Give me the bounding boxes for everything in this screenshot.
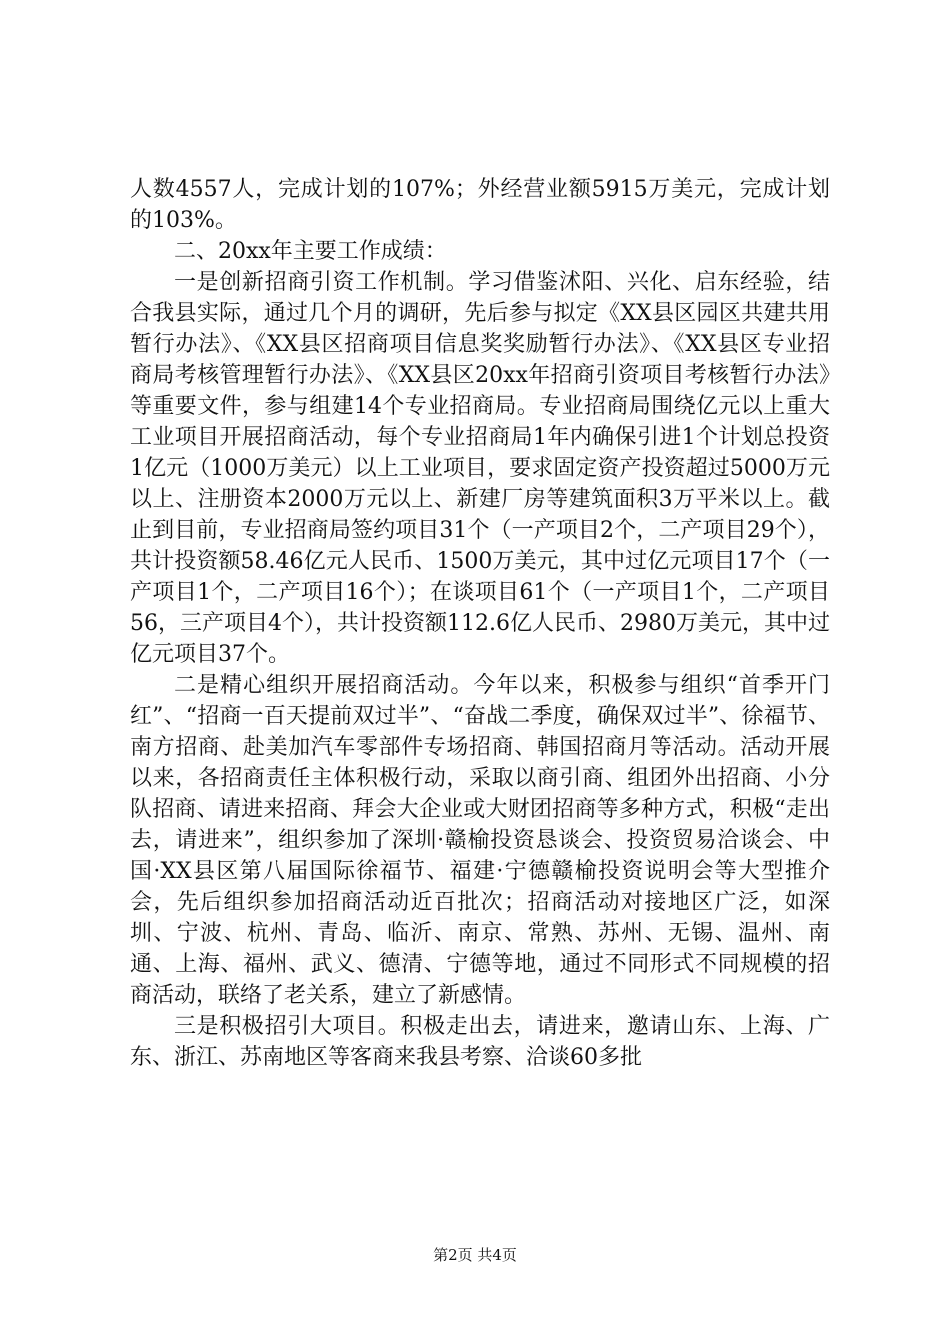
paragraph-mechanism: 一是创新招商引资工作机制。学习借鉴沭阳、兴化、启东经验，结合我县实际，通过几个月的调研，先后参与拟定《XX县区园区共建共用暂行办法》、《XX县区招商项目信息奖奖励暂行办法》、《XX县区专业招商局考核管理暂行办法》、《XX县区20xx年招商引资项目考核暂行办法》等重要文件，参与组建14个专业招商局。专业招商局围绕亿元以上重大工业项目开展招商活动，每个专业招商局1年内确保引进1个计划总投资1亿元（1000万美元）以上工业项目，要求固定资产投资超过5000万元以上、注册资本2000万元以上、新建厂房等建筑面积3万平米以上。截止到目前，专业招商局签约项目31个（一产项目2个，二产项目29个），共计投资额58.46亿元人民币、1500万美元，其中过亿元项目17个（一产项目1个，二产项目16个）；在谈项目61个（一产项目1个，二产项目56，三产项目4个），共计投资额112.6亿人民币、2980万美元，其中过亿元项目37个。 [130,270,830,667]
section-heading: 二、20xx年主要工作成绩： [174,239,447,264]
document-body [130,174,830,1073]
paragraph-continued: 人数4557人，完成计划的107%；外经营业额5915万美元，完成计划的103%。 [130,177,830,233]
paragraph-activities: 二是精心组织开展招商活动。今年以来，积极参与组织“首季开门红”、“招商一百天提前双过半”、“奋战二季度，确保双过半”、徐福节、南方招商、赴美加汽车零部件专场招商、韩国招商月等活动。活动开展以来，各招商责任主体积极行动，采取以商引商、组团外出招商、小分队招商、请进来招商、拜会大企业或大财团招商等多种方式，积极“走出去，请进来”，组织参加了深圳·赣榆投资恳谈会、投资贸易洽谈会、中国·XX县区第八届国际徐福节、福建·宁德赣榆投资说明会等大型推介会，先后组织参加招商活动近百批次；招商活动对接地区广泛，如深圳、宁波、杭州、青岛、临沂、南京、常熟、苏州、无锡、温州、南通、上海、福州、武义、德清、宁德等地，通过不同形式不同规模的招商活动，联络了老关系，建立了新感情。 [130,673,830,1008]
page-number-footer: 第2页 共4页 [433,1246,517,1264]
paragraph-projects: 三是积极招引大项目。积极走出去，请进来，邀请山东、上海、广东、浙江、苏南地区等客商来我县考察、洽谈60多批 [130,1014,830,1070]
